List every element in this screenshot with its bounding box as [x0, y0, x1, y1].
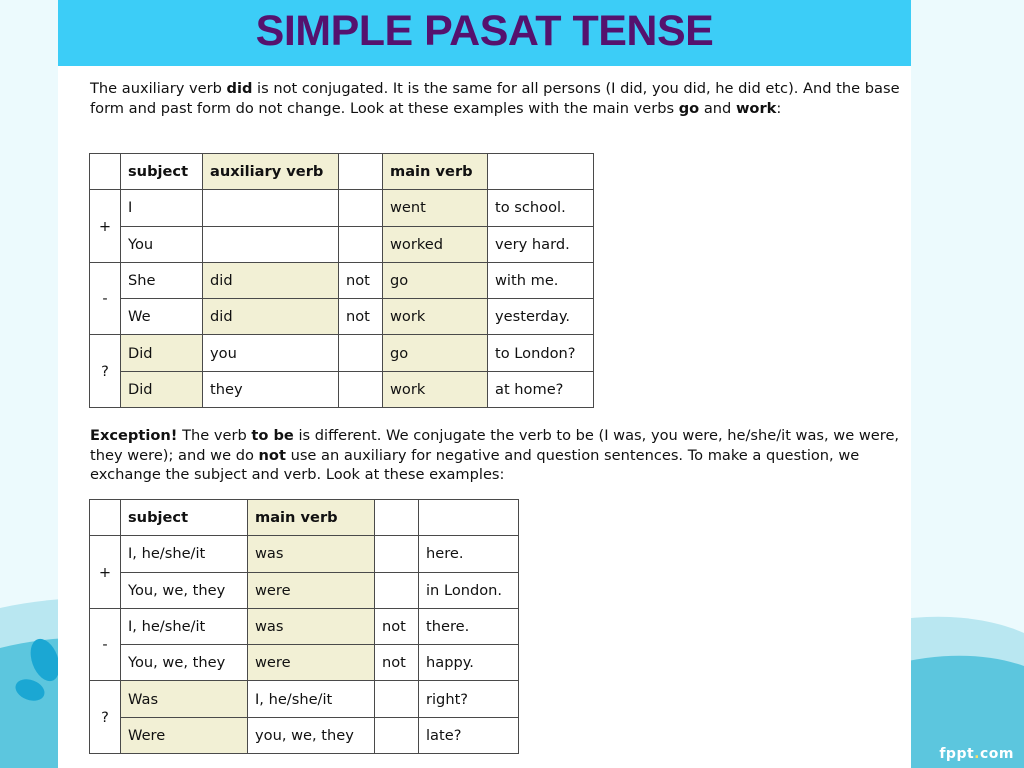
header-cell: [488, 154, 594, 190]
not-cell: [375, 717, 419, 753]
header-cell: [90, 500, 121, 536]
header-cell: [419, 500, 519, 536]
table-row: [90, 299, 594, 335]
table-row: [90, 226, 594, 262]
table-row: [90, 608, 519, 644]
subject-cell: Was: [121, 681, 248, 717]
aux-cell: did: [203, 299, 339, 335]
header-cell: subject: [121, 154, 203, 190]
aux-cell: [203, 226, 339, 262]
subject-cell: She: [121, 262, 203, 298]
subject-cell: I, he/she/it: [121, 536, 248, 572]
content-panel: [58, 66, 911, 768]
table-row: [90, 645, 519, 681]
main-verb-cell: you, we, they: [248, 717, 375, 753]
not-cell: [375, 536, 419, 572]
rest-cell: to school.: [488, 190, 594, 226]
subject-cell: Did: [121, 335, 203, 371]
title-band: [58, 0, 911, 66]
exception-paragraph: Exception! The verb to be is different. We conjugate the verb to be (I was, you were, he/she/it was, we were, they were); and we do not use an auxiliary for negative and question sentences. To make a question, we exchange the subject and verb. Look at these examples:: [90, 427, 900, 483]
rest-cell: right?: [419, 681, 519, 717]
table-row: [90, 262, 594, 298]
subject-cell: You, we, they: [121, 572, 248, 608]
rest-cell: there.: [419, 608, 519, 644]
header-cell: main verb: [383, 154, 488, 190]
subject-cell: You: [121, 226, 203, 262]
table-row: [90, 717, 519, 753]
main-verb-cell: work: [383, 371, 488, 407]
not-cell: [339, 371, 383, 407]
not-cell: not: [339, 262, 383, 298]
table-row: [90, 335, 594, 371]
rest-cell: yesterday.: [488, 299, 594, 335]
aux-cell: you: [203, 335, 339, 371]
aux-cell: did: [203, 262, 339, 298]
sign-cell: ?: [90, 681, 121, 754]
brand-logo: fppt.com: [939, 746, 1014, 762]
rest-cell: very hard.: [488, 226, 594, 262]
subject-cell: I: [121, 190, 203, 226]
rest-cell: late?: [419, 717, 519, 753]
rest-cell: at home?: [488, 371, 594, 407]
table-row: [90, 371, 594, 407]
main-verb-cell: were: [248, 645, 375, 681]
subject-cell: You, we, they: [121, 645, 248, 681]
aux-cell: [203, 190, 339, 226]
rest-cell: happy.: [419, 645, 519, 681]
header-cell: auxiliary verb: [203, 154, 339, 190]
sign-cell: -: [90, 262, 121, 335]
main-verb-cell: was: [248, 536, 375, 572]
table-header-row: [90, 500, 519, 536]
aux-cell: they: [203, 371, 339, 407]
header-cell: [339, 154, 383, 190]
subject-cell: We: [121, 299, 203, 335]
main-verb-cell: worked: [383, 226, 488, 262]
table-header-row: [90, 154, 594, 190]
main-verb-cell: work: [383, 299, 488, 335]
sign-cell: ?: [90, 335, 121, 408]
sign-cell: +: [90, 190, 121, 263]
table-row: [90, 572, 519, 608]
did-examples-table: [89, 153, 594, 408]
not-cell: not: [375, 608, 419, 644]
header-cell: subject: [121, 500, 248, 536]
main-verb-cell: were: [248, 572, 375, 608]
not-cell: [339, 190, 383, 226]
rest-cell: here.: [419, 536, 519, 572]
main-verb-cell: go: [383, 335, 488, 371]
table-row: [90, 190, 594, 226]
not-cell: [339, 335, 383, 371]
main-verb-cell: I, he/she/it: [248, 681, 375, 717]
main-verb-cell: went: [383, 190, 488, 226]
table-row: [90, 681, 519, 717]
rest-cell: with me.: [488, 262, 594, 298]
main-verb-cell: was: [248, 608, 375, 644]
not-cell: not: [339, 299, 383, 335]
subject-cell: I, he/she/it: [121, 608, 248, 644]
sign-cell: +: [90, 536, 121, 609]
header-cell: [375, 500, 419, 536]
table-row: [90, 536, 519, 572]
not-cell: [375, 572, 419, 608]
sign-cell: -: [90, 608, 121, 681]
header-cell: main verb: [248, 500, 375, 536]
slide-title: SIMPLE PASAT TENSE: [255, 7, 714, 55]
to-be-examples-table: [89, 499, 519, 754]
not-cell: [375, 681, 419, 717]
rest-cell: in London.: [419, 572, 519, 608]
header-cell: [90, 154, 121, 190]
main-verb-cell: go: [383, 262, 488, 298]
not-cell: not: [375, 645, 419, 681]
intro-paragraph: The auxiliary verb did is not conjugated. It is the same for all persons (I did, you did, he did etc). And the base form and past form do not change. Look at these examples with the main verbs go and work:: [90, 80, 900, 117]
subject-cell: Did: [121, 371, 203, 407]
not-cell: [339, 226, 383, 262]
subject-cell: Were: [121, 717, 248, 753]
rest-cell: to London?: [488, 335, 594, 371]
